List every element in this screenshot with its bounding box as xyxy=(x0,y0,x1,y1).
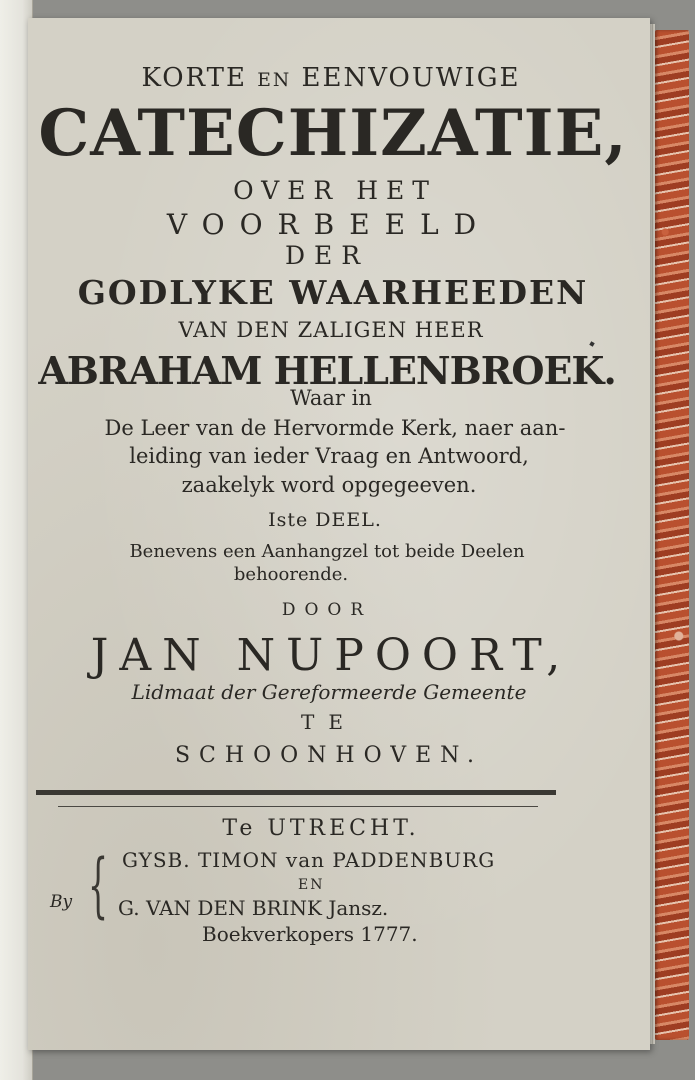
title-voorbeeld: VOORBEELD xyxy=(166,208,492,241)
appendix-line-1: Benevens een Aanhangzel tot beide Deelen xyxy=(129,541,525,562)
imprint-en: EN xyxy=(298,877,325,893)
title-line-korte: KORTE EN EENVOUWIGE xyxy=(141,63,521,93)
appendix-line-2: behoorende. xyxy=(233,564,349,585)
printer-2: G. VAN DEN BRINK Jansz. xyxy=(118,896,389,920)
door: DOOR xyxy=(281,600,373,620)
imprint-block xyxy=(50,844,570,954)
imprint-by: By xyxy=(50,892,73,912)
title-page xyxy=(28,18,650,1050)
description-line-2: leiding van ieder Vraag en Antwoord, xyxy=(129,444,529,468)
author-name: JAN NUPOORT, xyxy=(90,630,572,681)
title-van-den: VAN DEN ZALIGEN HEER xyxy=(178,318,484,342)
te: TE xyxy=(301,710,357,734)
thin-rule xyxy=(58,806,538,807)
printer-1: GYSB. TIMON van PADDENBURG xyxy=(122,848,496,872)
place-name: SCHOONHOVEN. xyxy=(174,743,484,768)
description-line-1: De Leer van de Hervormde Kerk, naer aan- xyxy=(104,416,566,440)
title-godlyke: GODLYKE WAARHEEDEN xyxy=(77,273,589,312)
author-description: Lidmaat der Gereformeerde Gemeente xyxy=(131,680,527,704)
main-title: CATECHIZATIE, xyxy=(38,96,628,171)
brace-icon: { xyxy=(88,844,109,926)
description-line-3: zaakelyk word opgegeeven. xyxy=(181,473,477,497)
marbled-cover-board xyxy=(655,30,689,1040)
title-der: DER xyxy=(284,241,370,270)
volume-label: Iste DEEL. xyxy=(268,509,382,531)
title-over-het: OVER HET xyxy=(233,176,437,205)
ornamental-rule xyxy=(36,790,556,795)
waar-in: Waar in xyxy=(290,386,372,410)
ink-speck xyxy=(589,341,594,346)
author-hellenbroek: ABRAHAM HELLENBROEK. xyxy=(38,348,616,393)
booksellers-year: Boekverkopers 1777. xyxy=(202,922,418,946)
imprint-city: Te UTRECHT. xyxy=(222,816,420,841)
